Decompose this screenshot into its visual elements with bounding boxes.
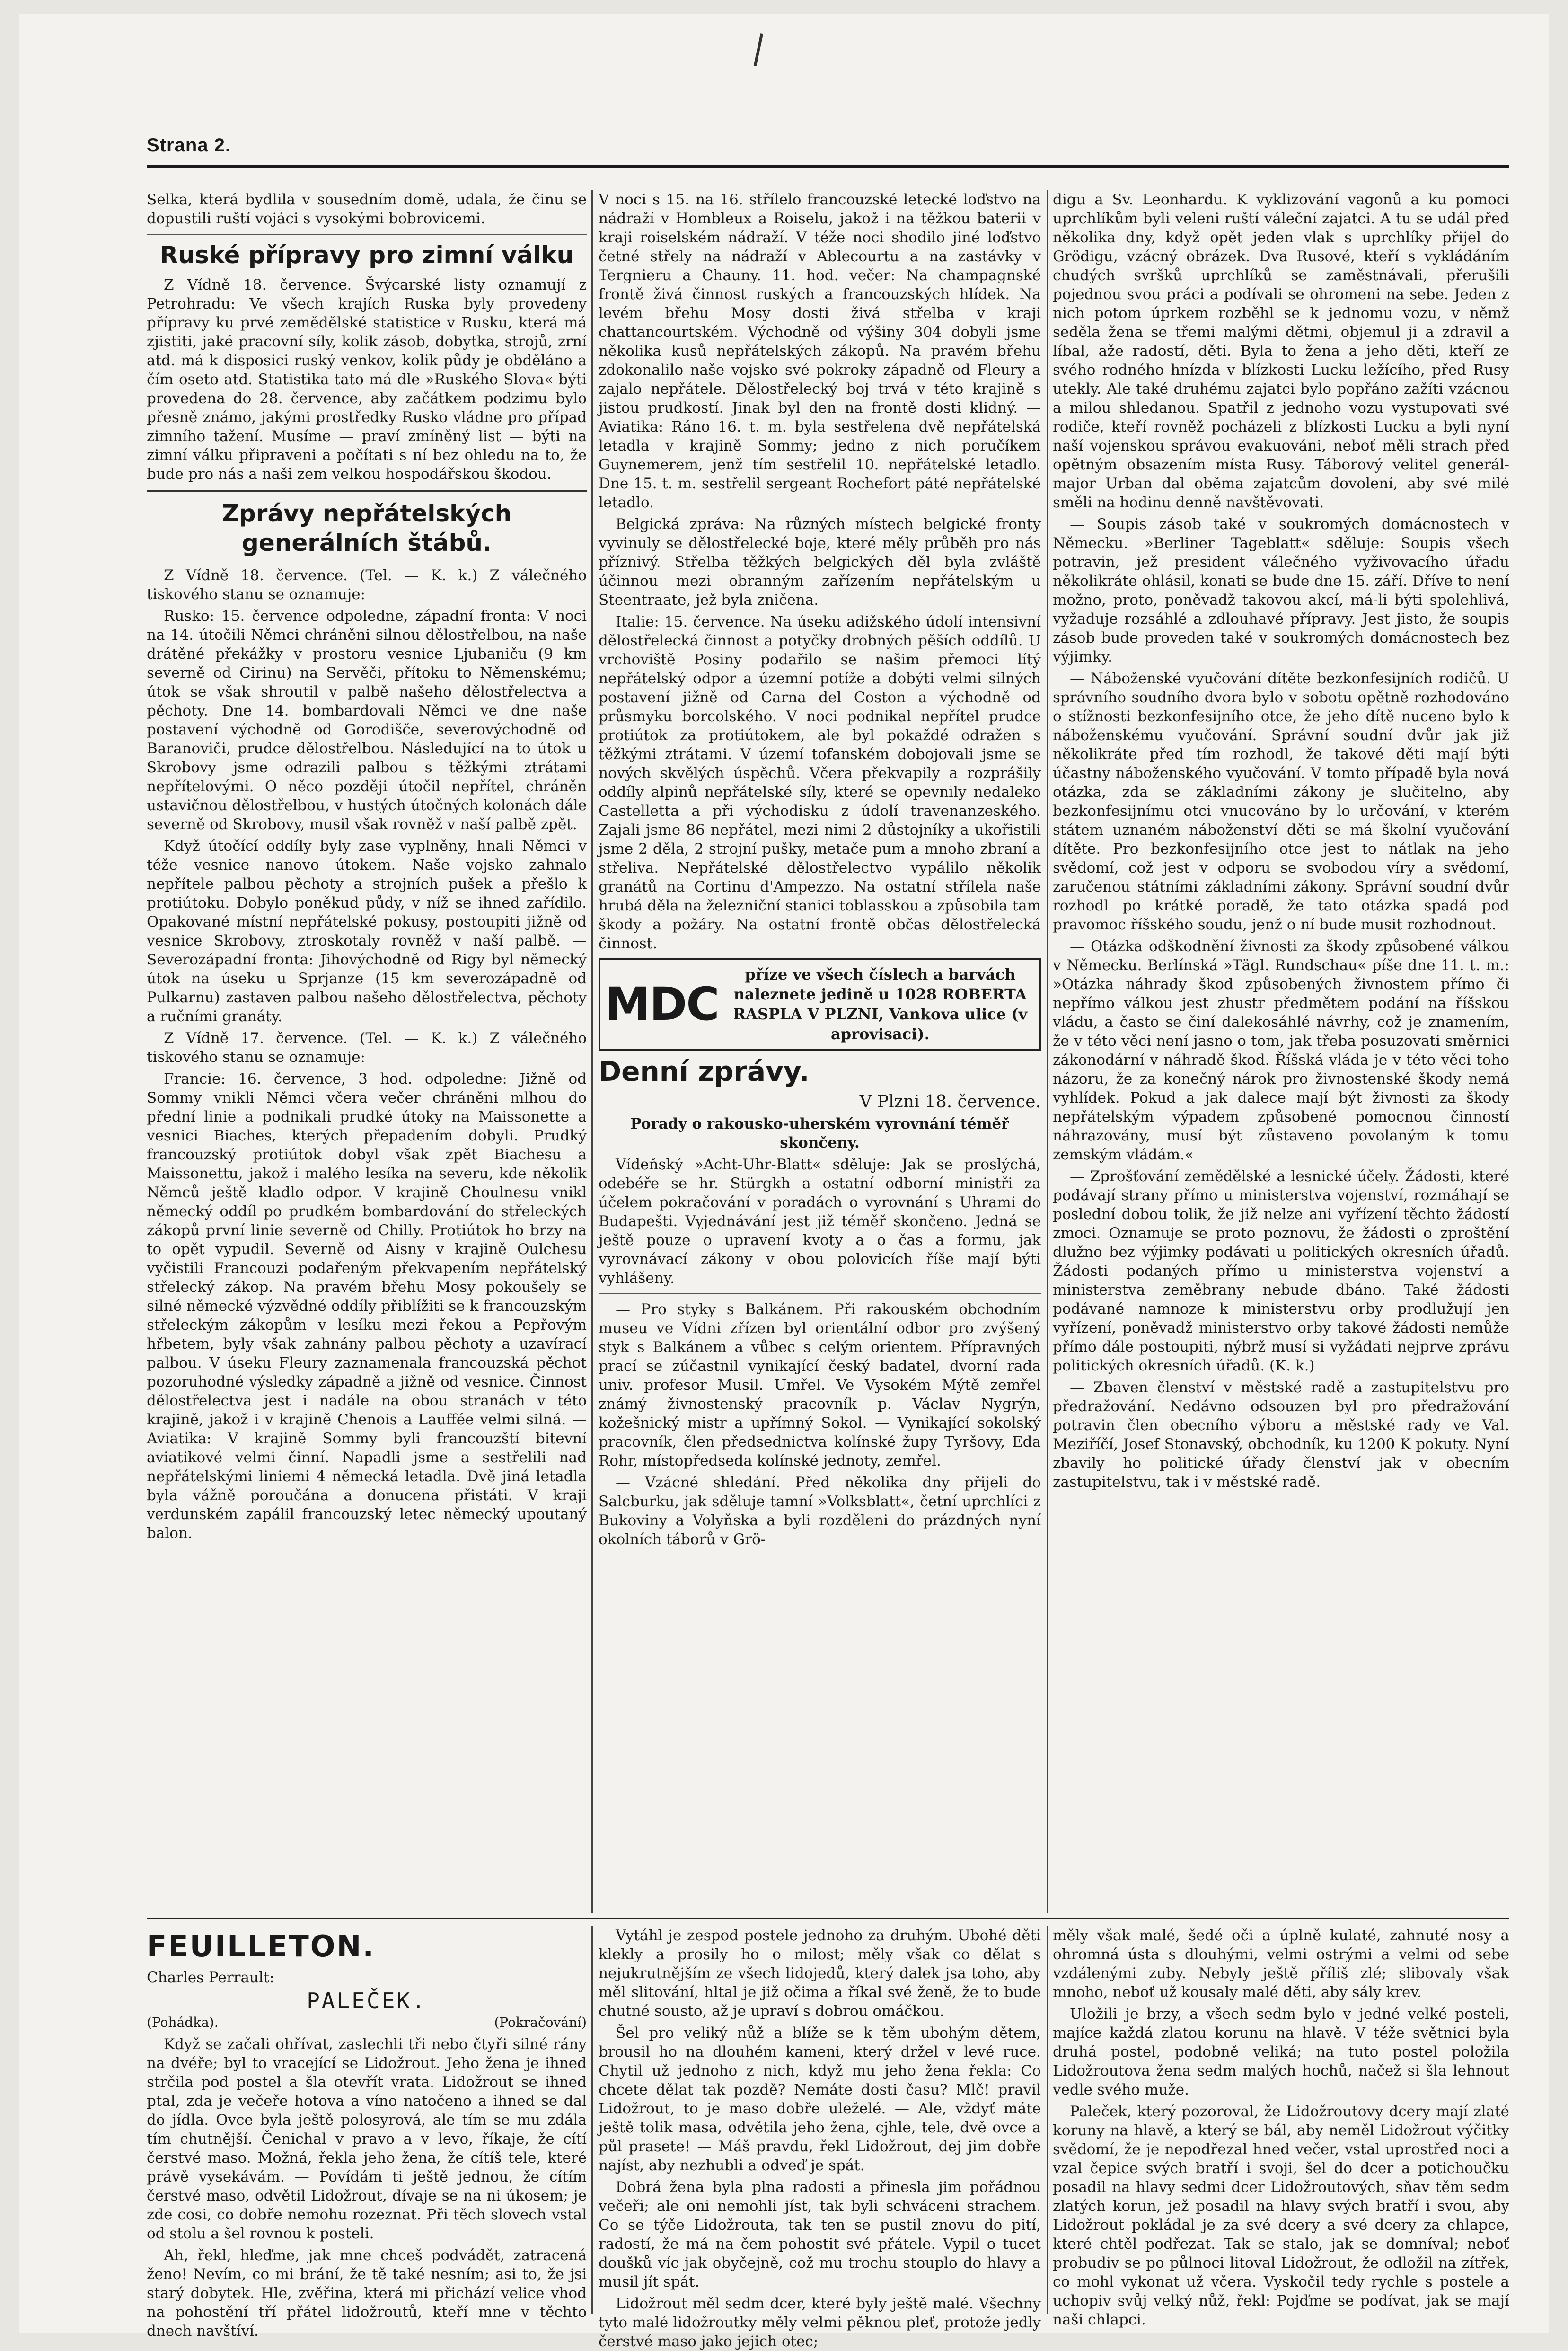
story-text: měly však malé, šedé oči a úplně kulaté, zahnuté nosy a ohromná ústa s dlouhými, velmi ostrými a velmi od sebe vzdálenými zuby. Nebyly ještě příliš zlé; slibovaly však mnoho, neboť už kousaly malé děti, aby sály krev.	[1053, 1927, 1509, 2001]
story-genre: (Pohádka).	[147, 2015, 219, 2030]
article-text: Z Vídně 18. července. (Tel. — K. k.) Z válečného tiskového stanu se oznamuje:	[147, 567, 587, 603]
article-text: — Zprošťování zemědělské a lesnické účely. Žádosti, které podávají strany přímo u ministerstva vojenství, rozmáhají se poslední dobou tolik, že již nelze ani vyřízení těchto žádostí zmoci. Oznamuje se proto poznovu, že žádosti o zproštění dlužno bez výjimky podávati u politických okresních úřadů. Žádosti podaných přímo u ministerstva vojenství a ministerstva zeměbrany nebude dbáno. Také žádosti podávané namnoze k ministerstvu orby prodlužují jen vyřízení, poněvadž ministerstvo orby takové žádosti nemůže přímo dále postoupiti, nýbrž musí si vyžádati nejprve zprávu politických okresních úřadů. (K. k.)	[1053, 1168, 1509, 1374]
article-text: — Zbaven členství v městské radě a zastupitelstvu pro předražování. Nedávno odsouzen byl pro předražování potravin člen obecního výboru a městské rady ve Val. Meziříčí, Josef Stonavský, obchodník, ku 1200 K pokuty. Nyní zbavily ho politické úřady členství jak v obecním zastupitelstvu, tak i v městské radě.	[1053, 1379, 1509, 1491]
dateline: V Plzni 18. července.	[859, 1092, 1041, 1112]
separator	[147, 490, 587, 492]
article-text: Italie: 15. července. Na úseku adižského údolí intensivní dělostřelecká činnost a potyčky drobných pěších oddílů. U vrchoviště Posiny podařilo se našim přemoci lítý nepřátelský odpor a územní potíže a dobýti velmi silných postavení jižně od Carna del Coston a východně od průsmyku borcolského. V noci podnikal nepřítel prudce protiútok za protiútokem, ale byl pokaždé odražen s těžkými ztrátami. V území tofanském dobojovali jsme se nových skvělých úspěchů. Včera překvapily a rozprášily oddíly alpinů nepřátelské síly, které se opevnily nedaleko Castelletta a při východisku z údolí travenanzeského. Zajali jsme 86 nepřátel, mezi nimi 2 důstojníky a ukořistili jsme 2 děla, 2 strojní pušky, metače pum a mnoho zbraní a střeliva. Nepřátelské dělostřelectvo vypálilo několik granátů na Cortinu d'Ampezzo. Na ostatní střílela naše hrubá děla na železniční stanici toblasskou a způsobila tam škody a požáry. Na ostatní frontě občas dělostřelecká činnost.	[599, 613, 1041, 952]
article-text: — Otázka odškodnění živnosti za škody způsobené válkou v Německu. Berlínská »Tägl. Rundschau« píše dne 11. t. m.: »Otázka náhrady škod způsobených živnostem přímo či nepřímo válkou jest zhustr předmětem podání na říšskou vládu, a často se činí dalekosáhlé návrhy, což je znamením, že v této věci není jasno o tom, jak třeba posuzovati směrnici zákonodární v náhradě škod. Říšská vláda je v této věci toho názoru, že za konečný nárok pro živnostenské škody nemá vyhlídek. Pokud a jak dalece mají být živnosti za škody nepřátelským výpadem způsobené pomocnou činností náhrazovány, musí být zůstaveno povolaným k tomu zemským vládám.«	[1053, 938, 1509, 1163]
column-1	[147, 190, 587, 1913]
article-text: Z Vídně 18. července. Švýcarské listy oznamují z Petrohradu: Ve všech krajích Ruska byly provedeny přípravy ku prvé zemědělské statistice v Rusku, která má zjistiti, jaké pracovní síly, kolik zásob, dobytka, strojů, zrní atd. má k disposici ruský venkov, kolik půdy je obděláno a čím oseto atd. Statistika tato má dle »Ruského Slova« býti provedena do 28. července, aby začátkem podzimu bylo přesně známo, jakými prostředky Rusko vládne pro případ zimního tažení. Musíme — praví zmíněný list — býti na zimní válku připraveni a počítati s ní bez ohledu na to, že bude pro nás a naši zem velkou hospodářskou škodou.	[147, 276, 587, 483]
story-title: PALEČEK.	[307, 1988, 427, 2014]
feuilleton-column-2	[599, 1926, 1041, 2350]
story-text: Paleček, který pozoroval, že Lidožroutovy dcery mají zlaté koruny na hlavě, a který se bál, aby neměl Lidožrout výčitky svědomí, že je nepodřezal hned večer, vstal uprostřed noci a vzal čepice svých bratří i svoji, šel do dcer a potichoučku posadil na hlavy sedmi dcer Lidožroutových, sňav těm sedm zlatých korun, jež posadil na hlavy svých bratří i svou, aby Lidožrout pokládal je za své dcery a své dcery za chlapce, které chtěl podřezat. Tak se stalo, jak se domníval; neboť probudiv se po půlnoci litoval Lidožrout, že odložil na zítřek, co mohl vykonat už včera. Vyskočil tedy rychle s postele a uchopiv svůj velký nůž, řekl: Pojďme se podívat, jak se mají naši chlapci.	[1053, 2103, 1509, 2328]
separator	[147, 234, 587, 235]
feuilleton-author: Charles Perrault:	[147, 1969, 274, 1986]
article-text: Vídeňský »Acht-Uhr-Blatt« sděluje: Jak se proslýchá, odebéře se hr. Stürgkh a ostatní odborní ministři za účelem pokračování v poradách o vyrovnání s Uhrami do Budapešti. Vyjednávání jest již téměř skončeno. Jedná se ještě pouze o upravení kvoty a o čas a formu, jak vyrovnávací zákony v obou polovicích říše mají býti vyhlášeny.	[599, 1156, 1041, 1287]
article-text: V noci s 15. na 16. střílelo francouzské letecké loďstvo na nádraží v Hombleux a Roiselu, jakož i na těžkou baterii v kraji roiselském nádraží. V téže noci shodilo jiné loďstvo četné střely na nádraží v Ablecourtu a na zastávky v Tergnieru a Chauny. 11. hod. večer: Na champagnské frontě živá činnost ruských a francouzských hlídek. Na levém břehu Mosy dosti živá střelba v kraji chattancourtském. Východně od výšiny 304 dobyli jsme několika kusů nepřátelských zákopů. Na pravém břehu zdokonalilo naše vojsko své pokroky západně od Fleury a zajalo nepřátele. Dělostřelecký boj trvá v této krajině s jistou prudkostí. Jinak byl den na frontě dosti klidný. — Aviatika: Ráno 16. t. m. byla sestřelena dvě nepřátelská letadla v krajině Sommy; jedno z nich poručíkem Guynemerem, jenž tím sestřelil 10. nepřátelské letadlo. Dne 15. t. m. sestřelil sergeant Rochefort páté nepřátelské letadlo.	[599, 191, 1041, 511]
article-text: Selka, která bydlila v sousedním domě, udala, že činu se dopustili ruští vojáci s vysokými bobrovicemi.	[147, 191, 587, 227]
article-text: — Pro styky s Balkánem. Při rakouském obchodním museu ve Vídni zřízen byl orientální odbor pro zvýšený styk s Balkánem a vůbec s celým orientem. Přípravných prací se zúčastnil vynikající český badatel, dvorní rada univ. profesor Musil. Umřel. Ve Vysokém Mýtě zemřel známý živnostenský pracovník p. Václav Nygrýn, kožešnický mistr a upřímný Sokol. — Vynikající sokolský pracovník, člen předsednictva kolínské župy Tyršovy, Eda Rohr, místopředseda kolínské jednoty, zemřel.	[599, 1301, 1041, 1469]
headline-russia: Ruské přípravy pro zimní válku	[159, 241, 574, 269]
ink-mark	[754, 33, 763, 66]
column-divider	[591, 190, 593, 1913]
header-rule	[147, 165, 1509, 168]
column-divider	[591, 1926, 593, 2314]
column-divider	[1047, 190, 1048, 1913]
article-text: — Vzácné shledání. Před několika dny přijeli do Salcburku, jak sděluje tamní »Volksblatt«, četní uprchlíci z Bukoviny a Volyňska a byli rozděleni do prázdných nyní okolních táborů v Grö-	[599, 1474, 1041, 1548]
article-text: Belgická zpráva: Na různých místech belgické fronty vyvinuly se dělostřelecké boje, které měly průběh pro nás příznivý. Střelba těžkých belgických děl byla zvláště účinnou mezi obranným zařízením nepřátelským u Steentraate, jež byla zničena.	[599, 516, 1041, 609]
separator	[599, 1293, 1041, 1294]
headline-news: Denní zprávy.	[599, 1055, 810, 1087]
article-text: — Náboženské vyučování dítěte bezkonfesijních rodičů. U správního soudního dvora bylo v sobotu opětně rozhodováno o stížnosti bezkonfesijního otce, že jeho dítě nuceno bylo k náboženskému vyučování. Správní soudní dvůr jak již několikráte před tím rozhodl, že takové děti mají býti účastny náboženského vyučování. V tomto případě byla nová otázka, zda se základními zákony je slučitelno, aby bezkonfesijnímu otci vnucováno by lo určování, v kterém státem uznaném náboženství děti se má školní vyučování dítěte. Pro bezkonfesijního otce jest to nátlak na jeho svědomí, což jest v odporu se svobodou víry a svědomí, zaručenou státními základními zákony. Správní soudní dvůr rozhodl po krátké poradě, že tato otázka spadá pod pravomoc říšského soudu, jenž o ní bude musit rozhodnout.	[1053, 670, 1509, 933]
story-continuation: (Pokračování)	[494, 2015, 587, 2030]
story-text: Uložili je brzy, a všech sedm bylo v jedné velké posteli, majíce každá zlatou korunu na hlavě. V téže světnici byla druhá postel, podobně veliká; na tuto postel položila Lidožroutova žena sedm malých hochů, načež si šla lehnout vedle svého muže.	[1053, 2006, 1509, 2098]
story-text: Šel pro veliký nůž a blíže se k těm ubohým dětem, brousil ho na dlouhém kameni, který držel v levé ruce. Chytil už jednoho z nich, když mu jeho žena řekla: Co chcete dělat tak pozdě? Nemáte dosti času? Mlč! pravil Lidožrout, to je maso dobře uleželé. — Ale, vždyť máte ještě tolik masa, odvětila jeho žena, cjhle, tele, dvě ovce a půl prasete! — Máš pravdu, řekl Lidožrout, dej jim dobře najíst, aby nezhubli a odveď je spát.	[599, 2024, 1041, 2174]
advertisement	[599, 958, 1041, 1051]
article-text: Francie: 16. července, 3 hod. odpoledne: Jižně od Sommy vnikli Němci včera večer chráněni mlhou do přední linie a podnikali prudké útoky na Maissonette a vesnici Biaches, kterých přepadením dobyli. Prudký francouzský protiútok dobyl však zpět Biachesu a Maissonettu, jakož i malého lesíka na severu, kde několik Němců ještě kladlo odpor. V krajině Choulnesu vnikl německý oddíl po prudkém bombardování do střeleckých zákopů první linie severně od Chilly. Protiútok ho brzy na to opět vypudil. Severně od Aisny v krajině Oulchesu vyčistili Francouzi podařeným překvapením nepřátelský střelecký zákop. Na pravém břehu Mosy pokoušely se silné německé výzvědné oddíly přiblížiti se k francouzským střeleckým zákopům v lesíku mezi řekou a Pepřovým hřbetem, byly však zahnány palbou pěchoty a uzavírací palbou. V úseku Fleury zaznamenala francouzská pěchot pozoruhodné výsledky západně a jižně od vesnice. Činnost dělostřelectva jest i nadále na obou stranách v této krajině, jakož i v krajině Chenois a Lauffée velmi silná. — Aviatika: V krajině Sommy byli francouzští bitevní aviatikové velmi činní. Napadli jsme a sestřelili nad nepřátelskými liniemi 4 německá letadla. Dvě jiná letadla byla vážně poroučána a donucena přistáti. V kraji verdunském zapálil francouzský letec německý upoutaný balon.	[147, 1070, 587, 1542]
ad-logo: MDC	[605, 978, 719, 1031]
feuilleton-title: FEUILLETON.	[147, 1929, 375, 1963]
headline-reports: Zprávy nepřátelských generálních štábů.	[221, 500, 512, 557]
article-text: — Soupis zásob také v soukromých domácnostech v Německu. »Berliner Tageblatt« sděluje: Soupis všech potravin, jež president válečného vyživovacího úřadu několikráte ohlásil, konati se bude dne 15. září. Dříve to není možno, proto, poněvadž takovou akcí, má-li býti spolehlivá, vyžaduje rozsáhlé a zdlouhavé přípravy. Jest jisto, že soupis zásob bude proveden také v soukromých domácnostech bez výjimky.	[1053, 516, 1509, 665]
article-text: digu a Sv. Leonhardu. K vyklizování vagonů a ku pomoci uprchlíkům byli veleni ruští váleční zajatci. A tu se udál před několika dny, když opět jeden vlak s uprchlíky přijel do Grödigu, vzácný obrázek. Dva Rusové, kteří s vykládáním chudých svršků uprchlíků se zaměstnávali, přerušili pojednou svou práci a podívali se ohromeni na sebe. Jeden z nich potom úprkem rozběhl se k jednomu vozu, v němž seděla žena se třemi malými dětmi, objemul ji a zdravil a líbal, aže radostí, děti. Byla to žena a jeho děti, kteří ze svého rodného hnízda v blízkosti Lucku ležícího, před Rusy utekly. Ale také druhému zajatci bylo popřáno zažíti vzácnou a milou shledanou. Spatřil z jednoho vozu vystupovati své rodiče, kteří rovněž pocházeli z blízkosti Lucku a byli nyní naší vojenskou správou evakuováni, neboť měli strach před opětným obsazením místa Rusy. Táborový velitel generál-major Urban dal oběma zajatcům dovolení, aby své milé směli na hodinu denně navštěvovati.	[1053, 191, 1509, 511]
story-text: Lidožrout měl sedm dcer, které byly ještě malé. Všechny tyto malé lidožroutky měly velmi pěknou pleť, protože jedly čerstvé maso jako jejich otec;	[599, 2295, 1041, 2350]
column-divider	[1047, 1926, 1048, 2314]
feuilleton-column-3	[1053, 1926, 1509, 2328]
article-text: Rusko: 15. července odpoledne, západní fronta: V noci na 14. útočili Němci chráněni silnou dělostřelbou, na naše drátěné překážky v prostoru vesnice Ljubaniču (9 km severně od Cirinu) na Servěči, přítoku to Němenskému; útok se však shroutil v palbě našeho dělostřelectva a pěchoty. Dne 14. bombardovali Němci ve dne naše postavení východně od Gorodišče, severovýchodně od Baranoviči, prudce dělostřelbou. Následující na to útok u Skrobovy jsme odrazili palbou s těžkými ztrátami nepřítelovými. O něco později útočil nepřítel, chráněn ustavičnou dělostřelbou, v hustých útočných kolonách dále severně od Skrobovy, musil však rovněž v naší palbě zpět.	[147, 608, 587, 833]
story-text: Vytáhl je zespod postele jednoho za druhým. Ubohé děti klekly a prosily ho o milost; měly však co dělat s nejukrutnějším ze všech lidojedů, který dalek jsa toho, aby měl slitování, hltal je již očima a říkal své ženě, že to bude chutné sousto, až je upraví s dobrou omáčkou.	[599, 1927, 1041, 2020]
story-text: Dobrá žena byla plna radosti a přinesla jim pořádnou večeři; ale oni nemohli jíst, tak byli schváceni strachem. Co se týče Lidožrouta, tak ten se pustil znovu do pití, radostí, že má na čem pohostit své přátele. Vypil o tucet doušků víc jak obyčejně, což mu trochu stouplo do hlavy a musil jít spát.	[599, 2179, 1041, 2290]
article-text: Z Vídně 17. července. (Tel. — K. k.) Z válečného tiskového stanu se oznamuje:	[147, 1030, 587, 1066]
page-number: Strana 2.	[147, 135, 231, 156]
feuilleton-rule	[147, 1918, 1509, 1919]
newspaper-page	[19, 14, 1549, 2350]
story-text: Když se začali ohřívat, zaslechli tři nebo čtyři silné rány na dvéře; byl to vracející se Lidožrout. Jeho žena je ihned strčila pod postel a šla otevřít vrata. Lidožrout se ihned ptal, zda je večeře hotova a víno natočeno a ihned se dal do jídla. Ovce byla ještě polosyrová, ale tím se mu zdála tím chutnější. Čenichal v pravo a v levo, říkaje, že cítí čerstvé maso. Možná, řekla jeho žena, že cítíš tele, které právě vysekávám. — Povídám ti ještě jednou, že cítím čerstvé maso, odvětil Lidožrout, dívaje se na ni úkosem; je zde cosi, co dobře nemohu rozeznat. Při těch slovech vstal od stolu a šel rovnou k posteli.	[147, 2036, 587, 2242]
story-meta	[147, 2015, 587, 2030]
ad-text: příze ve všech číslech a barvách naleznete jedině u 1028 ROBERTA RASPLA V PLZNI, Vankova ulice (v aprovisaci).	[733, 965, 1028, 1043]
subheadline: Porady o rakousko-uherském vyrovnání téměř skončeny.	[630, 1115, 1009, 1151]
column-3	[1053, 190, 1509, 1913]
feuilleton-column-1	[147, 1926, 587, 2340]
article-text: Když útočící oddíly byly zase vyplněny, hnali Němci v téže vesnice nanovo útokem. Naše vojsko zahnalo nepřítele palbou pěchoty a strojních pušek a přešlo k protiútoku. Dobylo poněkud půdy, v níž se ihned zařídilo. Opakované místní nepřátelské pokusy, postoupiti jižně od vesnice Skrobovy, ztroskotaly rovněž v naší palbě. — Severozápadní fronta: Jihovýchodně od Rigy byl německý útok na úseku u Sprjanze (15 km severozápadně od Pulkarnu) zastaven palbou našeho dělostřelectva, pěchoty a ručními granáty.	[147, 838, 587, 1025]
column-2	[599, 190, 1041, 1913]
story-text: Ah, řekl, hleďme, jak mne chceš podvádět, zatracená ženo! Nevím, co mi brání, že tě také nesním; asi to, že jsi starý dobytek. Hle, zvěřina, která mi přichází velice vhod na pohostění tří přátel lidožroutů, kteří mne v těchto dnech navštíví.	[147, 2247, 587, 2340]
